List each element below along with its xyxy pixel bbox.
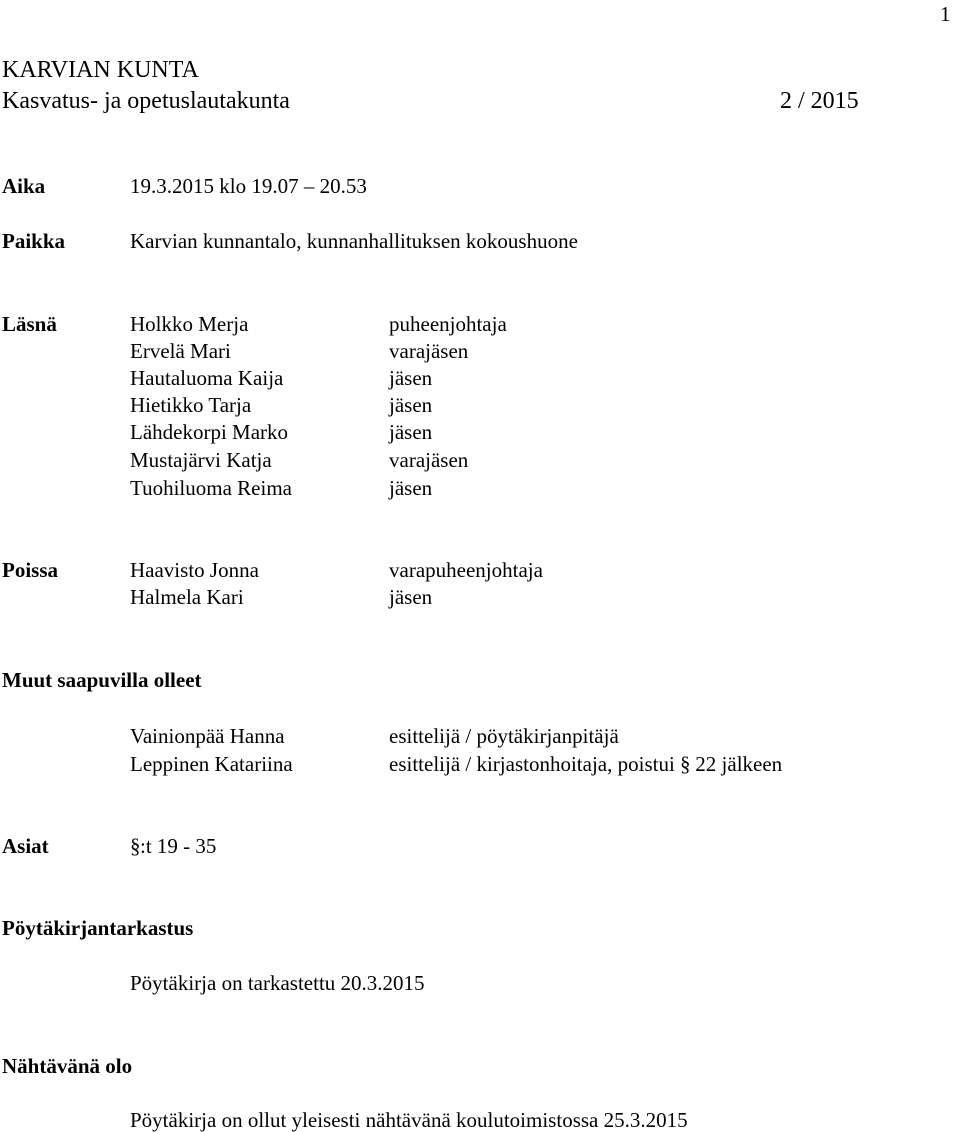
public-display-label: Nähtävänä olo	[2, 1054, 133, 1078]
absent-member-name: Halmela Kari	[130, 585, 244, 609]
present-member-name: Mustajärvi Katja	[130, 448, 272, 472]
present-member-name: Hautaluoma Kaija	[130, 366, 284, 390]
present-member-role: jäsen	[389, 476, 433, 500]
present-member-role: jäsen	[389, 366, 433, 390]
others-present-label: Muut saapuvilla olleet	[2, 668, 202, 692]
present-member-role: varajäsen	[389, 339, 469, 363]
present-member-name: Ervelä Mari	[130, 339, 231, 363]
absent-member-name: Haavisto Jonna	[130, 558, 259, 582]
other-member-role-text-end: 22 jälkeen	[695, 752, 783, 776]
absent-label: Poissa	[2, 558, 59, 582]
meeting-number: 2 / 2015	[780, 88, 859, 114]
page-number: 1	[940, 2, 951, 26]
other-member-name: Leppinen Katariina	[130, 752, 293, 776]
present-member-name: Lähdekorpi Marko	[130, 420, 289, 444]
present-member-name: Hietikko Tarja	[130, 393, 252, 417]
present-member-role: jäsen	[389, 393, 433, 417]
absent-member-role: varapuheenjohtaja	[389, 558, 543, 582]
other-member-role	[389, 754, 782, 775]
present-member-role: jäsen	[389, 420, 433, 444]
public-display-value: Pöytäkirja on ollut yleisesti nähtävänä koulutoimistossa 25.3.2015	[130, 1108, 688, 1132]
place-label: Paikka	[2, 229, 66, 253]
organization-name: KARVIAN KUNTA	[2, 57, 199, 83]
present-member-name: Holkko Merja	[130, 312, 249, 336]
items-value	[130, 836, 216, 857]
present-member-role: puheenjohtaja	[389, 312, 507, 336]
absent-member-role: jäsen	[389, 585, 433, 609]
present-label: Läsnä	[2, 312, 57, 336]
section-sign-icon: §	[680, 752, 691, 776]
present-member-name: Tuohiluoma Reima	[130, 476, 292, 500]
present-member-role: varajäsen	[389, 448, 469, 472]
time-value: 19.3.2015 klo 19.07 – 20.53	[130, 174, 367, 198]
other-member-name: Vainionpää Hanna	[130, 724, 285, 748]
items-label: Asiat	[2, 834, 49, 858]
review-label: Pöytäkirjantarkastus	[2, 916, 194, 940]
board-name: Kasvatus- ja opetuslautakunta	[2, 88, 290, 114]
time-label: Aika	[2, 174, 46, 198]
other-member-role-text: esittelijä / kirjastonhoitaja, poistui	[389, 752, 675, 776]
section-sign-icon: §	[130, 834, 141, 858]
review-value: Pöytäkirja on tarkastettu 20.3.2015	[130, 971, 425, 995]
place-value: Karvian kunnantalo, kunnanhallituksen kokoushuone	[130, 229, 578, 253]
items-range: :t 19 - 35	[140, 834, 217, 858]
other-member-role: esittelijä / pöytäkirjanpitäjä	[389, 724, 619, 748]
